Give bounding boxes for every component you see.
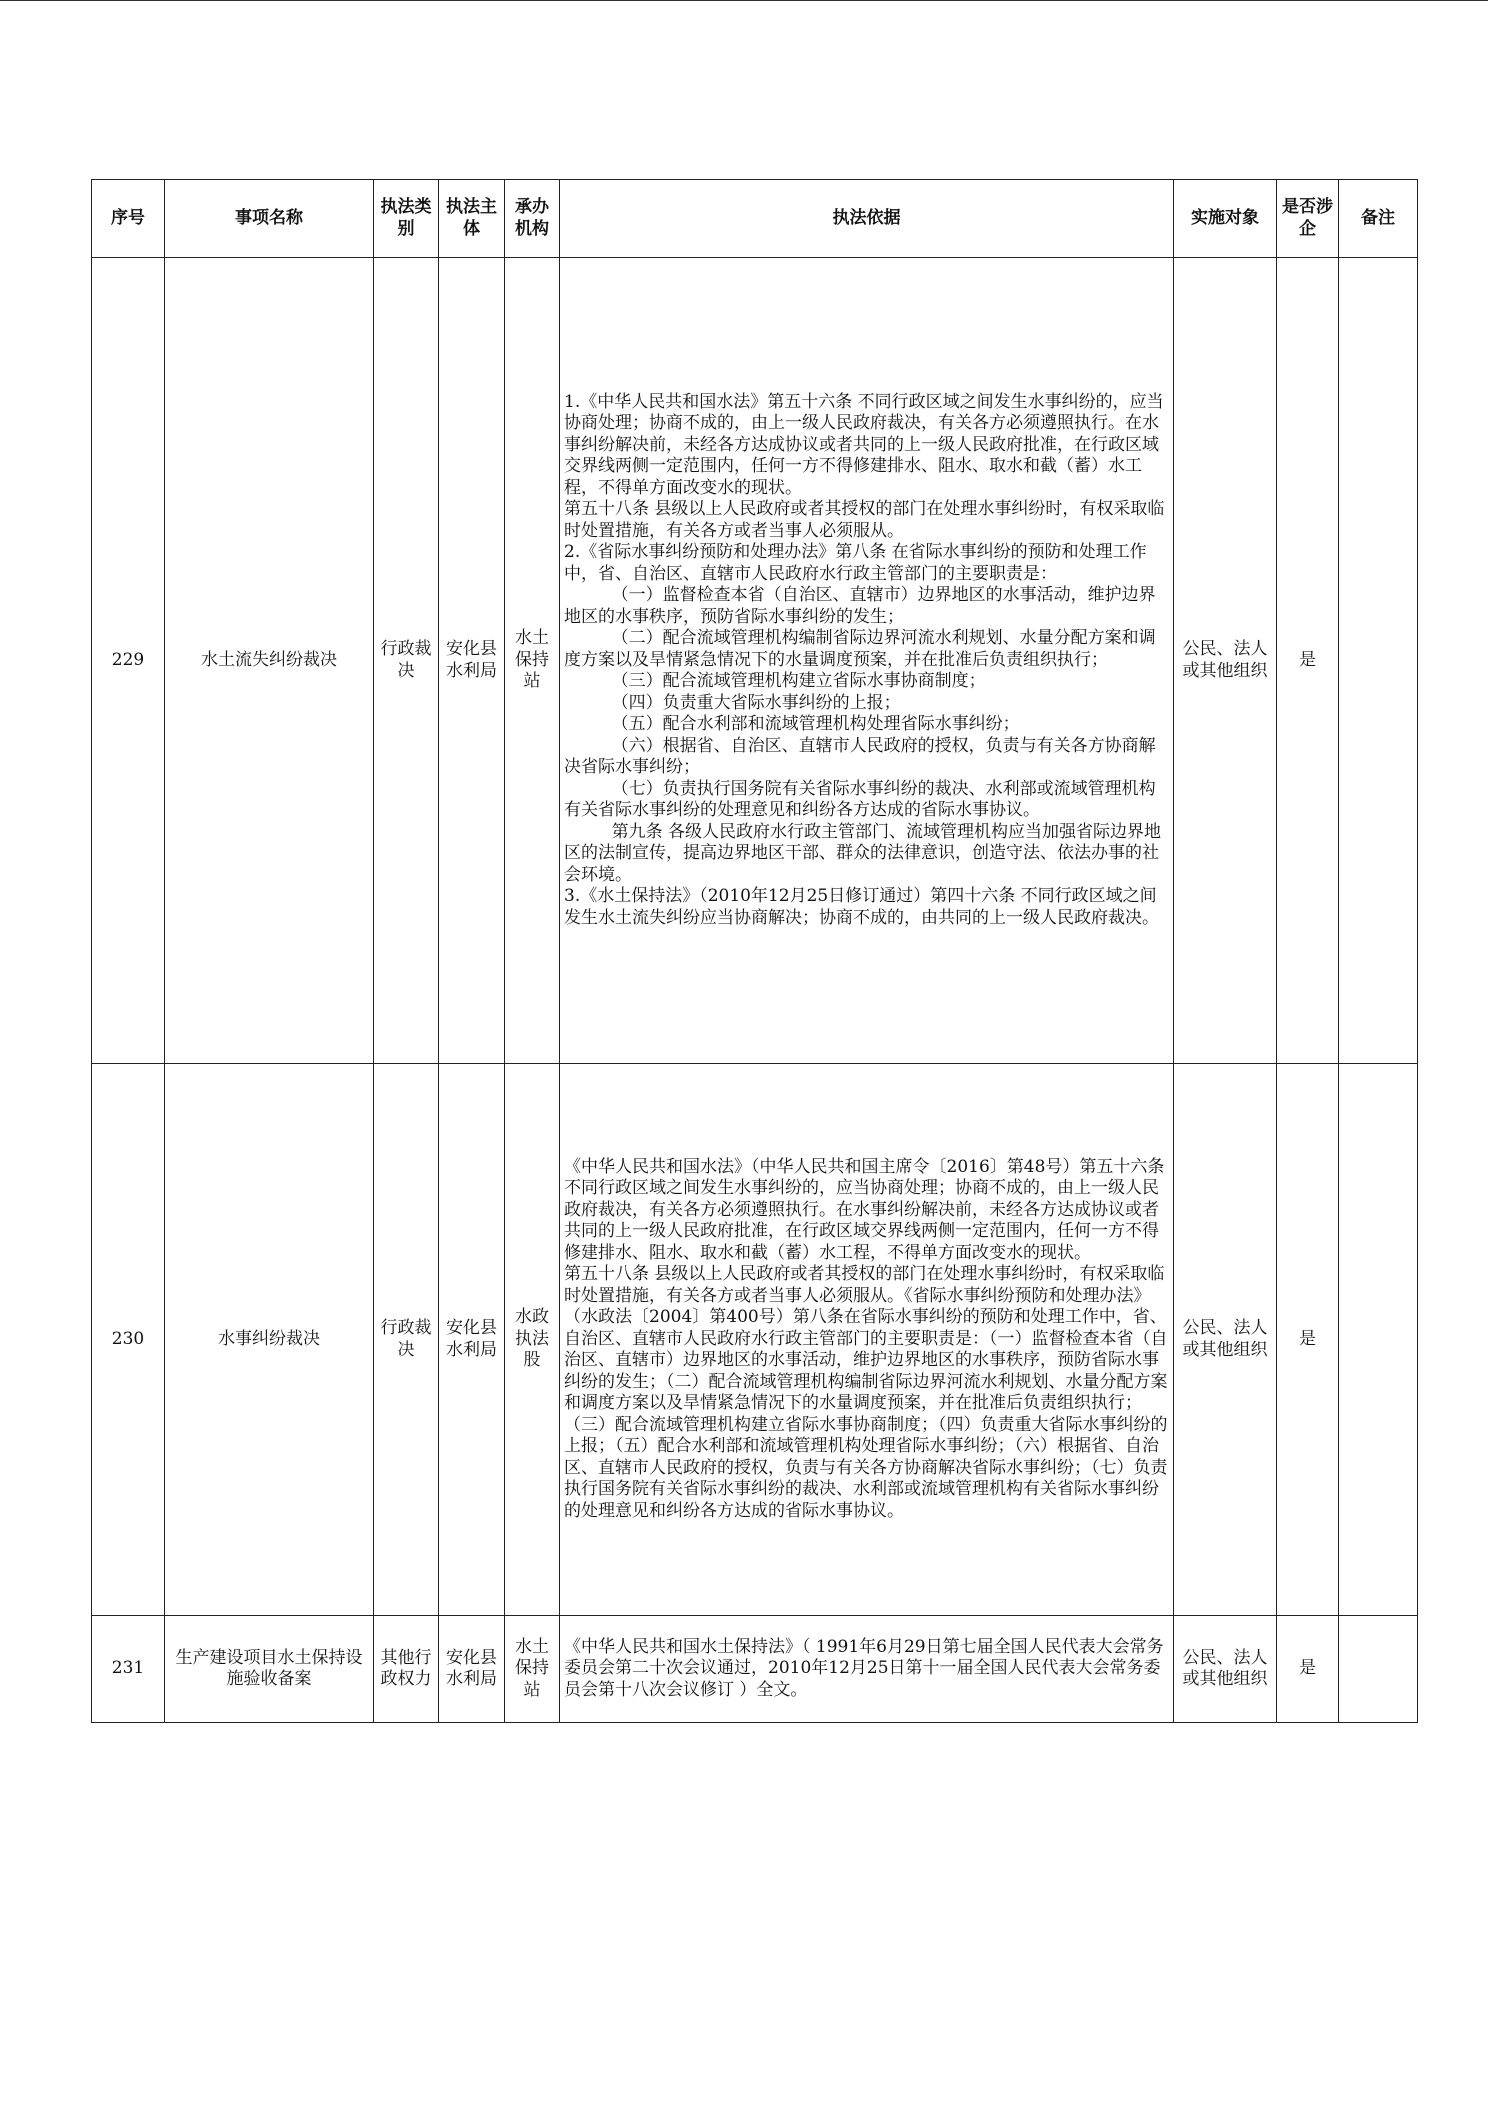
table-header-row <box>92 180 1418 258</box>
top-border-line <box>0 0 1488 1</box>
table-row <box>92 1616 1418 1723</box>
row-basis <box>560 1064 1174 1616</box>
row-no: 231 <box>92 1616 165 1723</box>
row-no: 229 <box>92 258 165 1064</box>
row-category: 行政裁决 <box>374 258 439 1064</box>
header-enterprise: 是否涉企 <box>1277 180 1339 258</box>
row-agency: 水政执法股 <box>505 1064 560 1616</box>
row-target: 公民、法人或其他组织 <box>1174 1616 1277 1723</box>
basis-paragraph: （七）负责执行国务院有关省际水事纠纷的裁决、水利部或流域管理机构有关省际水事纠纷的处理意见和纠纷各方达成的省际水事协议。 <box>564 778 1156 821</box>
header-basis: 执法依据 <box>560 180 1174 258</box>
basis-paragraph: （六）根据省、自治区、直辖市人民政府的授权，负责与有关各方协商解决省际水事纠纷； <box>564 735 1156 778</box>
basis-paragraph: （五）配合水利部和流域管理机构处理省际水事纠纷； <box>611 714 1020 735</box>
basis-paragraph: 1.《中华人民共和国水法》第五十六条 不同行政区域之间发生水事纠纷的，应当协商处理；协商不成的，由上一级人民政府裁决，有关各方必须遵照执行。在水事纠纷解决前，未经各方达成协议或者共同的上一级人民政府批准，在行政区域交界线两侧一定范围内，任何一方不得修建排水、阻水、取水和截（蓄）水工程，不得单方面改变水的现状。 <box>564 391 1164 498</box>
row-subject: 安化县水利局 <box>439 1064 505 1616</box>
row-name: 水事纠纷裁决 <box>165 1064 374 1616</box>
row-agency: 水土保持站 <box>505 1616 560 1723</box>
row-no: 230 <box>92 1064 165 1616</box>
header-agency: 承办机构 <box>505 180 560 258</box>
basis-paragraph: 第五十八条 县级以上人民政府或者其授权的部门在处理水事纠纷时，有权采取临时处置措施，有关各方或者当事人必须服从。《省际水事纠纷预防和处理办法》（水政法〔2004〕第400号）第八条在省际水事纠纷的预防和处理工作中，省、自治区、直辖市人民政府水行政主管部门的主要职责是：（一）监督检查本省（自治区、直辖市）边界地区的水事活动，维护边界地区的水事秩序，预防省际水事纠纷的发生；（二）配合流域管理机构编制省际边界河流水利规划、水量分配方案和调度方案以及旱情紧急情况下的水量调度预案，并在批准后负责组织执行；（三）配合流域管理机构建立省际水事协商制度；（四）负责重大省际水事纠纷的上报；（五）配合水利部和流域管理机构处理省际水事纠纷；（六）根据省、自治区、直辖市人民政府的授权，负责与有关各方协商解决省际水事纠纷；（七）负责执行国务院有关省际水事纠纷的裁决、水利部或流域管理机构有关省际水事纠纷的处理意见和纠纷各方达成的省际水事协议。 <box>564 1264 1168 1521</box>
row-remark <box>1339 1064 1418 1616</box>
row-name: 生产建设项目水土保持设施验收备案 <box>165 1616 374 1723</box>
basis-paragraph: 2.《省际水事纠纷预防和处理办法》第八条 在省际水事纠纷的预防和处理工作中，省、自治区、直辖市人民政府水行政主管部门的主要职责是： <box>564 542 1147 584</box>
law-enforcement-table <box>91 179 1418 1723</box>
basis-paragraph: （二）配合流域管理机构编制省际边界河流水利规划、水量分配方案和调度方案以及旱情紧急情况下的水量调度预案，并在批准后负责组织执行； <box>564 628 1156 670</box>
row-subject: 安化县水利局 <box>439 1616 505 1723</box>
basis-paragraph: 《中华人民共和国水法》（中华人民共和国主席令〔2016〕第48号）第五十六条 不同行政区域之间发生水事纠纷的，应当协商处理；协商不成的，由上一级人民政府裁决，有关各方必须遵照执行。在水事纠纷解决前，未经各方达成协议或者共同的上一级人民政府批准，在行政区域交界线两侧一定范围内，任何一方不得修建排水、阻水、取水和截（蓄）水工程，不得单方面改变水的现状。 <box>564 1156 1165 1263</box>
row-enterprise: 是 <box>1277 1616 1339 1723</box>
basis-paragraph: 第九条 各级人民政府水行政主管部门、流域管理机构应当加强省际边界地区的法制宣传，提高边界地区干部、群众的法律意识，创造守法、依法办事的社会环境。 <box>564 821 1161 885</box>
basis-paragraph: （一）监督检查本省（自治区、直辖市）边界地区的水事活动，维护边界地区的水事秩序，预防省际水事纠纷的发生； <box>564 585 1156 627</box>
basis-paragraph: （三）配合流域管理机构建立省际水事协商制度； <box>611 671 986 692</box>
header-subject: 执法主体 <box>439 180 505 258</box>
basis-paragraph: 《中华人民共和国水土保持法》（ 1991年6月29日第七届全国人民代表大会常务委员会第二十次会议通过，2010年12月25日第十一届全国人民代表大会常务委员会第十八次会议修订 ）全文。 <box>564 1636 1164 1700</box>
row-target: 公民、法人或其他组织 <box>1174 258 1277 1064</box>
row-name: 水土流失纠纷裁决 <box>165 258 374 1064</box>
basis-paragraph: 3.《水土保持法》（2010年12月25日修订通过）第四十六条 不同行政区域之间发生水土流失纠纷应当协商解决；协商不成的，由共同的上一级人民政府裁决。 <box>564 886 1159 928</box>
header-target: 实施对象 <box>1174 180 1277 258</box>
header-no: 序号 <box>92 180 165 258</box>
basis-paragraph: （四）负责重大省际水事纠纷的上报； <box>611 692 901 713</box>
header-category: 执法类别 <box>374 180 439 258</box>
row-category: 其他行政权力 <box>374 1616 439 1723</box>
row-agency: 水土保持站 <box>505 258 560 1064</box>
row-remark <box>1339 258 1418 1064</box>
basis-paragraph: 第五十八条 县级以上人民政府或者其授权的部门在处理水事纠纷时，有权采取临时处置措施，有关各方或者当事人必须服从。 <box>564 499 1165 541</box>
table-row <box>92 1064 1418 1616</box>
row-enterprise: 是 <box>1277 258 1339 1064</box>
row-subject: 安化县水利局 <box>439 258 505 1064</box>
row-remark <box>1339 1616 1418 1723</box>
row-basis <box>560 1616 1174 1723</box>
row-basis <box>560 258 1174 1064</box>
row-enterprise: 是 <box>1277 1064 1339 1616</box>
row-category: 行政裁决 <box>374 1064 439 1616</box>
header-remark: 备注 <box>1339 180 1418 258</box>
table-row <box>92 258 1418 1064</box>
row-target: 公民、法人或其他组织 <box>1174 1064 1277 1616</box>
header-name: 事项名称 <box>165 180 374 258</box>
